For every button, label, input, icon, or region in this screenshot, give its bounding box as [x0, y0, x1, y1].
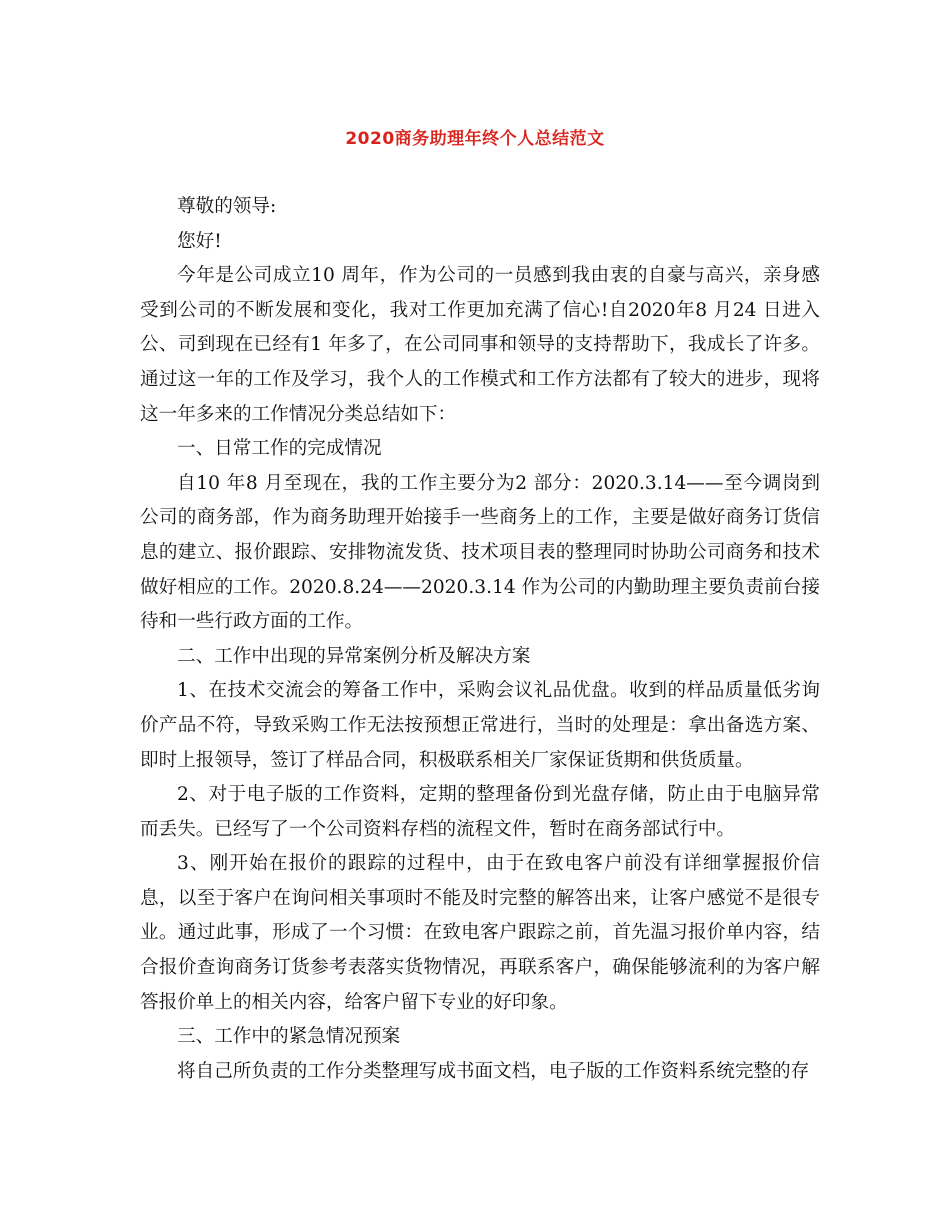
case-item-3: 3、刚开始在报价的跟踪的过程中，由于在致电客户前没有详细掌握报价信息，以至于客户在询问相关事项时不能及时完整的解答出来，让客户感觉不是很专业。通过此事，形成了一个习惯：在致电客户跟踪之前，首先温习报价单内容，结合报价查询商务订货参考表落实货物情况，再联系客户，确保能够流利的为客户解答报价单上的相关内容，给客户留下专业的好印象。	[140, 853, 820, 1013]
case-item-2: 2、对于电子版的工作资料，定期的整理备份到光盘存储，防止由于电脑异常而丢失。已经写了一个公司资料存档的流程文件，暂时在商务部试行中。	[140, 784, 820, 840]
section-heading-1: 一、日常工作的完成情况	[177, 438, 382, 460]
greeting: 您好!	[177, 230, 222, 252]
document-body	[140, 190, 820, 1089]
section-heading-2: 二、工作中出现的异常案例分析及解决方案	[177, 645, 531, 667]
paragraph-emergency-plan: 将自己所负责的工作分类整理写成书面文档，电子版的工作资料系统完整的存	[177, 1060, 810, 1082]
salutation: 尊敬的领导:	[177, 196, 277, 217]
paragraph-daily-work: 自10 年8 月至现在，我的工作主要分为2 部分：2020.3.14——至今调岗到公司的商务部，作为商务助理开始接手一些商务上的工作，主要是做好商务订货信息的建立、报价跟踪、安排物流发货、技术项目表的整理同时协助公司商务和技术做好相应的工作。2020.8.24——2020.3.14 作为公司的内勤助理主要负责前台接待和一些行政方面的工作。	[140, 472, 820, 633]
case-item-1: 1、在技术交流会的筹备工作中，采购会议礼品优盘。收到的样品质量低劣询价产品不符，导致采购工作无法按预想正常进行，当时的处理是：拿出备选方案、即时上报领导，签订了样品合同，积极联系相关厂家保证货期和供货质量。	[140, 680, 820, 771]
section-heading-3: 三、工作中的紧急情况预案	[177, 1026, 401, 1048]
intro-paragraph: 今年是公司成立10 周年，作为公司的一员感到我由衷的自豪与高兴，亲身感受到公司的不断发展和变化，我对工作更加充满了信心!自2020年8 月24 日进入公、司到现在已经有1 年多了，在公司同事和领导的支持帮助下，我成长了许多。通过这一年的工作及学习，我个人的工作模式和工作方法都有了较大的进步，现将这一年多来的工作情况分类总结如下：	[140, 265, 820, 425]
document-title: 2020商务助理年终个人总结范文	[345, 129, 605, 149]
